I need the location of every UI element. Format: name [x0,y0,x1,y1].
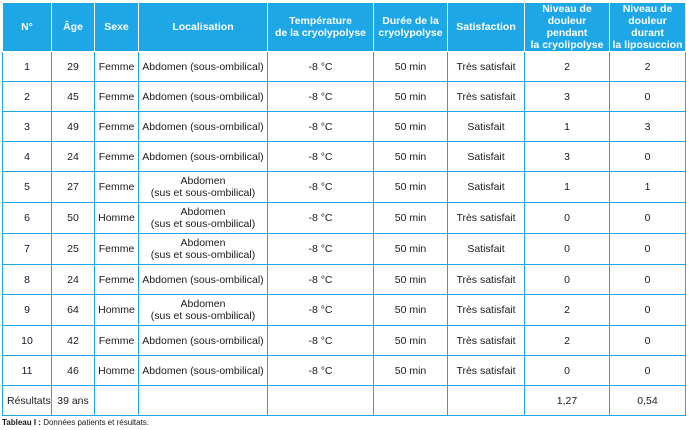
table-cell: Très satisfait [448,82,525,112]
table-cell: 1 [525,112,610,142]
table-cell: 45 [52,82,95,112]
table-cell: -8 °C [268,112,374,142]
column-header: Durée de la cryolypolyse [374,3,448,52]
column-header: Satisfaction [448,3,525,52]
table-row [3,112,686,142]
table-cell: 50 min [374,234,448,265]
column-header: Âge [52,3,95,52]
table-cell: 29 [52,52,95,82]
table-cell: 3 [525,82,610,112]
table-cell: Femme [95,265,139,295]
table-cell: 6 [3,203,52,234]
table-cell: 2 [525,326,610,356]
table-cell: -8 °C [268,82,374,112]
table-cell: -8 °C [268,52,374,82]
table-cell: Homme [95,295,139,326]
header-row [3,3,686,52]
table-cell: 4 [3,142,52,172]
column-header: Sexe [95,3,139,52]
table-cell: 0 [610,142,686,172]
table-cell: Abdomen (sous-ombilical) [139,142,268,172]
table-cell: Abdomen (sus et sous-ombilical) [139,203,268,234]
table-cell: -8 °C [268,142,374,172]
table-cell: 27 [52,172,95,203]
table-cell: Abdomen (sus et sous-ombilical) [139,234,268,265]
column-header: Niveau de douleur pendant la cryolipolyse [525,3,610,52]
table-cell: Abdomen (sous-ombilical) [139,52,268,82]
table-row [3,295,686,326]
table-cell: Très satisfait [448,356,525,386]
table-cell: 2 [525,52,610,82]
column-header: N° [3,3,52,52]
table-cell: 0 [610,234,686,265]
table-cell [95,386,139,416]
table-cell: 0 [525,265,610,295]
table-cell: Femme [95,112,139,142]
table-cell: Abdomen (sous-ombilical) [139,356,268,386]
table-cell: 7 [3,234,52,265]
table-cell: 50 min [374,295,448,326]
caption-text: Données patients et résultats. [40,418,150,427]
table-cell: Femme [95,52,139,82]
table-cell: 5 [3,172,52,203]
table-cell: 1 [610,172,686,203]
table-cell: 50 min [374,52,448,82]
table-row [3,326,686,356]
table-cell: -8 °C [268,172,374,203]
table-cell: 0,54 [610,386,686,416]
table-cell: 24 [52,142,95,172]
table-cell: 10 [3,326,52,356]
table-cell: 50 [52,203,95,234]
table-cell: 3 [610,112,686,142]
table-cell: Satisfait [448,142,525,172]
table-cell: 50 min [374,356,448,386]
table-cell: 1 [3,52,52,82]
table-cell: 0 [610,265,686,295]
table-body [3,52,686,416]
table-cell: Satisfait [448,112,525,142]
table-cell: Très satisfait [448,295,525,326]
table-cell: 0 [610,203,686,234]
table-cell: 25 [52,234,95,265]
table-cell: 49 [52,112,95,142]
table-cell: 42 [52,326,95,356]
caption-label: Tableau I : [2,418,41,427]
table-cell: Femme [95,142,139,172]
table-cell: Satisfait [448,234,525,265]
table-cell: 64 [52,295,95,326]
table-cell: Très satisfait [448,52,525,82]
table-row [3,203,686,234]
table-cell [139,386,268,416]
results-row [3,386,686,416]
table-cell: Femme [95,234,139,265]
table-cell: Satisfait [448,172,525,203]
table-cell: 50 min [374,112,448,142]
table-cell: 0 [610,326,686,356]
table-row [3,172,686,203]
table-header [3,3,686,52]
table-cell: 0 [610,82,686,112]
column-header: Température de la cryolypolyse [268,3,374,52]
table-cell: Résultats [3,386,52,416]
table-cell: Très satisfait [448,326,525,356]
table-cell [268,386,374,416]
table-cell: 3 [3,112,52,142]
table-cell: 2 [525,295,610,326]
table-cell: Abdomen (sous-ombilical) [139,265,268,295]
table-cell: Abdomen (sus et sous-ombilical) [139,172,268,203]
table-cell: 2 [610,52,686,82]
table-cell: 46 [52,356,95,386]
table-cell: Abdomen (sus et sous-ombilical) [139,295,268,326]
table-cell [374,386,448,416]
table-row [3,356,686,386]
table-cell: 0 [525,203,610,234]
table-cell: 24 [52,265,95,295]
table-cell: Abdomen (sous-ombilical) [139,112,268,142]
patients-results-table [2,2,686,416]
table-cell: 1,27 [525,386,610,416]
table-row [3,234,686,265]
table-cell: 9 [3,295,52,326]
table-cell: -8 °C [268,265,374,295]
table-cell [448,386,525,416]
table-cell: Homme [95,203,139,234]
table-cell: 50 min [374,203,448,234]
table-cell: 50 min [374,265,448,295]
table-cell: Homme [95,356,139,386]
table-row [3,265,686,295]
table-cell: 0 [525,356,610,386]
table-cell: Femme [95,82,139,112]
table-cell: 50 min [374,172,448,203]
table-cell: 3 [525,142,610,172]
table-cell: Abdomen (sous-ombilical) [139,326,268,356]
table-cell: 8 [3,265,52,295]
table-cell: Femme [95,172,139,203]
table-cell: 2 [3,82,52,112]
column-header: Niveau de douleur durant la liposuccion [610,3,686,52]
table-row [3,82,686,112]
table-cell: 11 [3,356,52,386]
table-row [3,142,686,172]
table-cell: -8 °C [268,295,374,326]
table-cell: -8 °C [268,234,374,265]
table-cell: Très satisfait [448,265,525,295]
table-cell: 50 min [374,326,448,356]
table-cell: -8 °C [268,356,374,386]
table-cell: Très satisfait [448,203,525,234]
table-cell: 50 min [374,82,448,112]
table-cell: 0 [610,295,686,326]
table-cell: 50 min [374,142,448,172]
table-cell: 1 [525,172,610,203]
table-cell: -8 °C [268,203,374,234]
table-cell: -8 °C [268,326,374,356]
table-cell: 39 ans [52,386,95,416]
table-cell: 0 [610,356,686,386]
table-cell: Femme [95,326,139,356]
table-cell: 0 [525,234,610,265]
table-cell: Abdomen (sous-ombilical) [139,82,268,112]
table-row [3,52,686,82]
column-header: Localisation [139,3,268,52]
table-caption [2,418,149,427]
